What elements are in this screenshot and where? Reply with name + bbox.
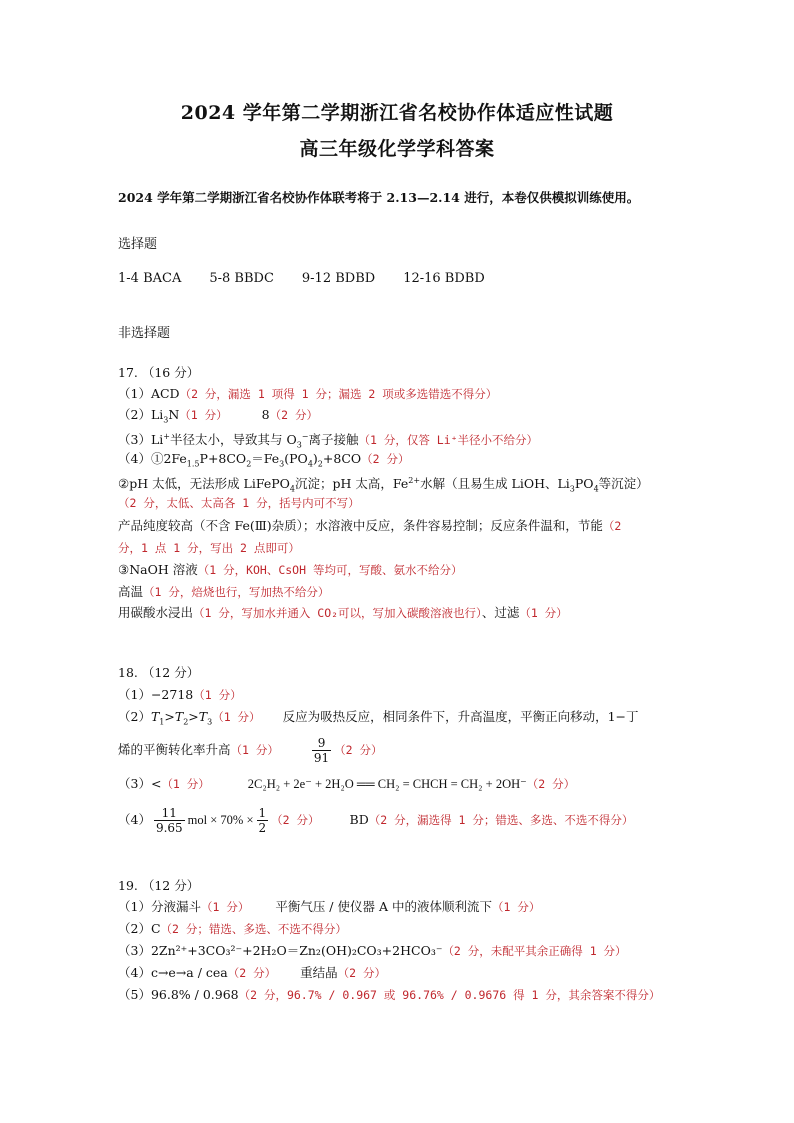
q19-heading: 19. （12 分） xyxy=(118,878,200,893)
choice-answers xyxy=(118,271,485,286)
choice-group-1: 1-4 BACA xyxy=(118,271,182,286)
q19-line-1: （1）分液漏斗（1 分） 平衡气压 / 使仪器 A 中的液体顺利流下（1 分） xyxy=(118,899,541,914)
q17-heading: 17. （16 分） xyxy=(118,365,200,380)
q17-line-3: （3）Li+半径太小，导致其与 $O_3^-$离子接触（1 分，仅答 Li⁺半径小不给分） xyxy=(118,432,539,450)
q19-line-5: （5）96.8% / 0.968（2 分，96.7% / 0.967 或 96.76% / 0.9676 得 1 分，其余答案不得分） xyxy=(118,987,661,1002)
q18-fraction-3: $\frac{1}{2}$ xyxy=(258,806,267,835)
q17-line-6: （2 分，太低、太高各 1 分，括号内可不写） xyxy=(118,496,360,510)
q18-line-1: （1）−2718（1 分） xyxy=(118,687,242,702)
q17-line-8: 分，1 点 1 分，写出 2 点即可） xyxy=(118,541,300,555)
page-title: 2024 学年第二学期浙江省名校协作体适应性试题 xyxy=(180,102,614,124)
q18-line-5: （4） $\frac{11}{9.65}$ mol × 70% × $\frac{1}{2}$ （2 分） BD（2 分，漏选得 1 分；错选、多选、不选不得分） xyxy=(118,806,634,835)
choice-group-4: 12-16 BDBD xyxy=(403,271,485,286)
q17-line-2: $(2)Li_3N(1$ 分） 8（2 分） xyxy=(118,407,318,425)
q19-line-2: （2）C（2 分；错选、多选、不选不得分） xyxy=(118,921,347,936)
q18-fraction-1: $\frac{9}{91}$ xyxy=(313,736,330,765)
choice-group-3: 9-12 BDBD xyxy=(301,271,376,286)
choice-heading: 选择题 xyxy=(118,237,158,252)
nonchoice-heading: 非选择题 xyxy=(118,326,171,341)
q19-line-3: （3）2Zn²⁺+3CO₃²⁻+2H₂O＝Zn₂(OH)₂CO₃+2HCO₃⁻（2 分，未配平其余正确得 1 分） xyxy=(118,943,627,958)
q17-line-5: ②pH 太低，无法形成 LiFePO$_4$沉淀；pH 太高，$Fe^{2+}$水解（且易生成 LiOH、$Li_3PO_4$等沉淀） xyxy=(118,476,649,494)
q17-line-11: 用碳酸水浸出（1 分，写加水并通入 CO₂可以，写加入碳酸溶液也行）、过滤（1 分） xyxy=(118,605,568,620)
q18-line-2: $(2)T_1>T_2>T_3(1$ 分） 反应为吸热反应，相同条件下，升高温度，平衡正向移动，1−丁 xyxy=(118,709,639,727)
q19-line-4: （4）c→e→a / cea（2 分） 重结晶（2 分） xyxy=(118,965,386,980)
q17-line-10: 高温（1 分，焙烧也行，写加热不给分） xyxy=(118,584,330,599)
q18-fraction-2: $\frac{11}{9.65}$ xyxy=(155,806,183,835)
exam-notice: 2024 学年第二学期浙江省名校协作体联考将于 2.13—2.14 进行，本卷仅供模拟训练使用。 xyxy=(118,190,640,205)
choice-group-2: 5-8 BBDC xyxy=(209,271,274,286)
q17-line-1: （1）ACD（2 分，漏选 1 项得 1 分；漏选 2 项或多选错选不得分） xyxy=(118,386,498,401)
q18-line-3: 烯的平衡转化率升高（1 分） $\frac{9}{91}$ （2 分） xyxy=(118,736,383,765)
page-subtitle: 高三年级化学学科答案 xyxy=(299,138,495,160)
q18-line-4: （3）<（1 分） 2C₂H₂ + 2e⁻ + 2H₂O ══ CH₂ = CHCH = CH₂ + 2OH⁻（2 分） xyxy=(118,776,576,791)
q17-line-4: $(4)①2Fe_{1.5}P+8CO_2=Fe_3(PO_4)_2+8CO(2$ 分） xyxy=(118,451,410,469)
q17-line-7: 产品纯度较高（不含 Fe(Ⅲ)杂质）；水溶液中反应，条件容易控制；反应条件温和，节能（2 xyxy=(118,518,622,533)
q17-line-9: ③NaOH 溶液（1 分，KOH、CsOH 等均可，写酸、氨水不给分） xyxy=(118,562,463,577)
q18-heading: 18. （12 分） xyxy=(118,665,200,680)
